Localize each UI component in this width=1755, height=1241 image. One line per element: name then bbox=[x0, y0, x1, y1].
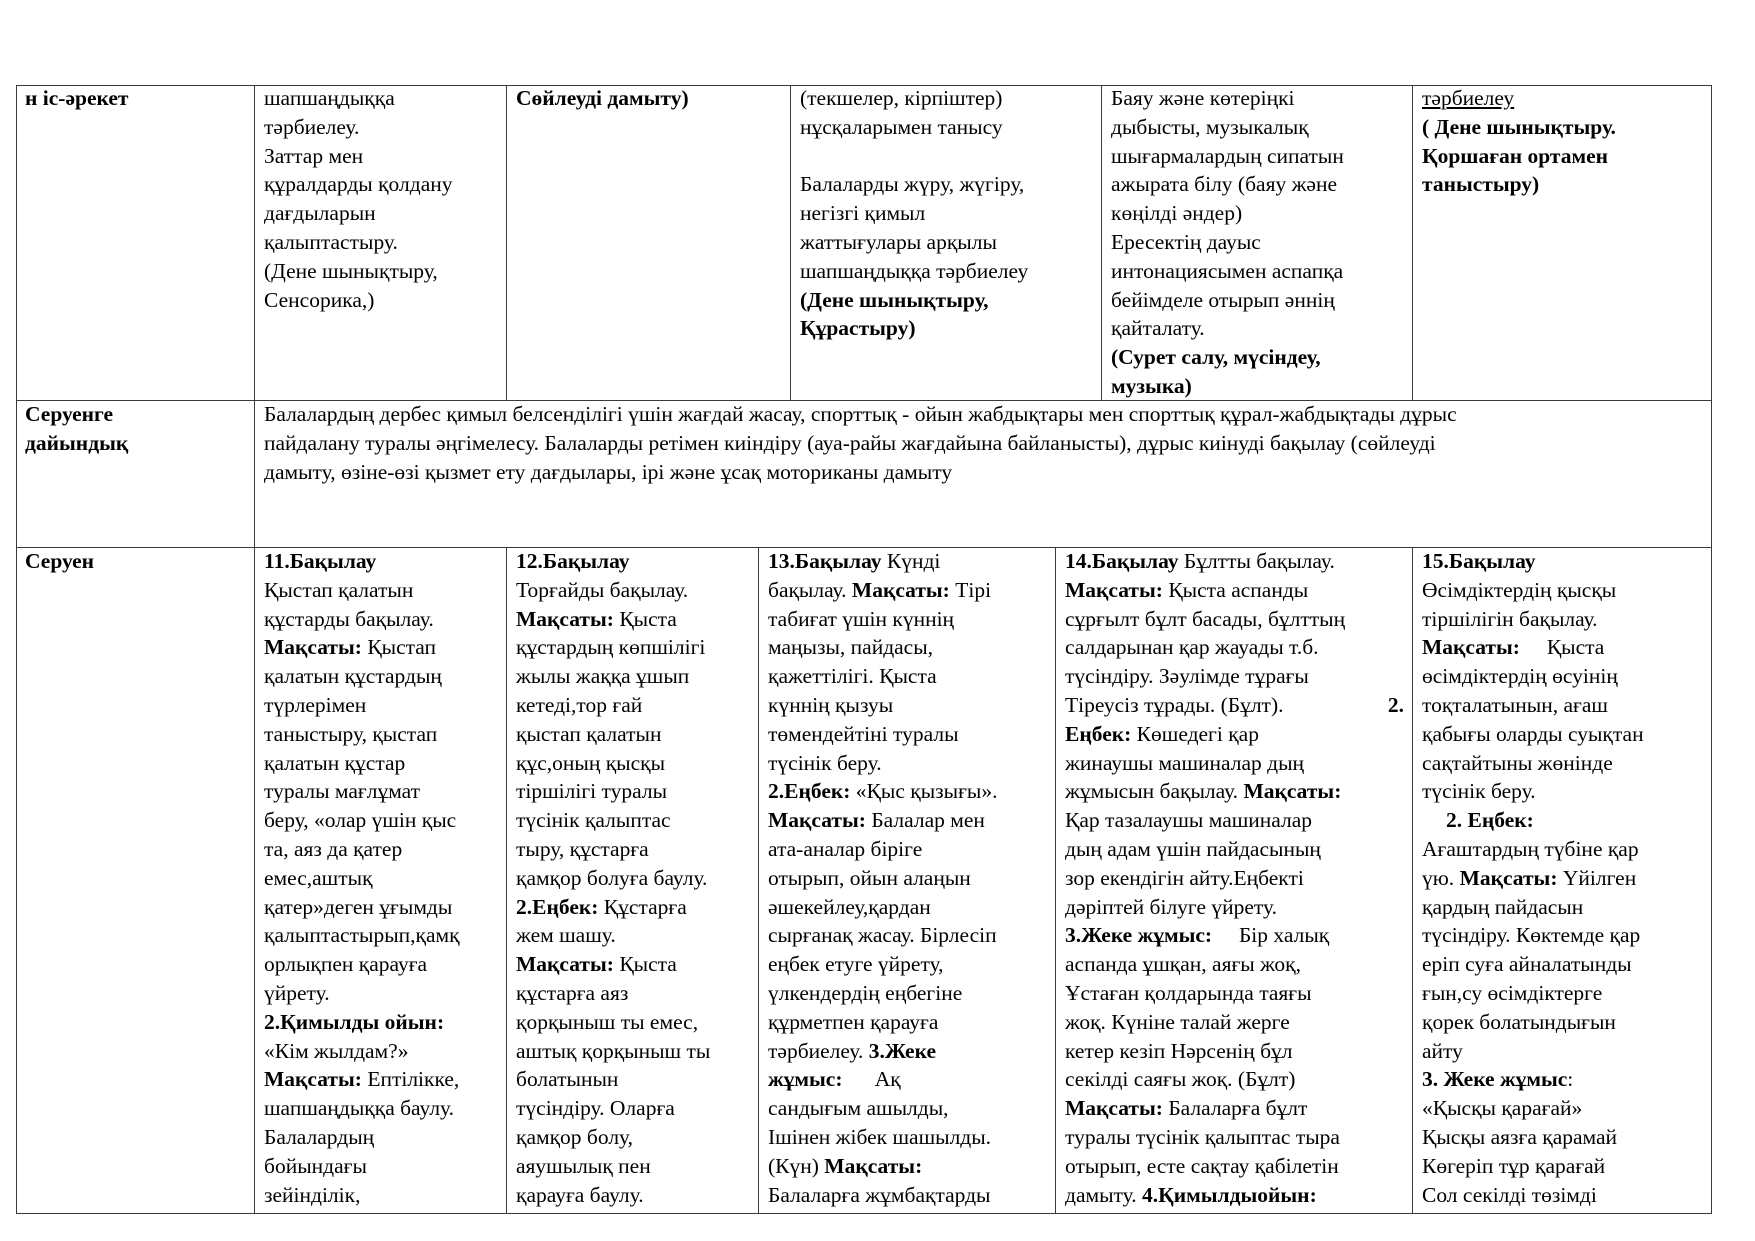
row3-label: Серуен bbox=[25, 549, 95, 573]
row1-cell-1: шапшаңдыққа тәрбиелеу. Заттар мен құралдарды қолдану дағдыларын қалыптастыру. (Дене шынықтыру, Сенсорика,) bbox=[264, 86, 453, 312]
walk-observation-14: 14.Бақылау Бұлтты бақылау. Мақсаты: Қыста аспанды сұрғылт бұлт басады, бұлттың салдарынан қар жауады т.б. түсіндіру. Зәулімде тұрағы Тіреусіз тұрады. (Бұлт). 2. Еңбек: Көшедегі қар жинаушы машиналар дың жұмысын бақылау. Мақсаты: Қар тазалаушы машиналар дың адам үшін пайдасының зор екендігін айту.Еңбекті дәріптей білуге үйрету. 3.Жеке жұмыс: Бір халық аспанда ұшқан, аяғы жоқ, Ұстаған қолдарында таяғы жоқ. Күніне талай жерге кетер кезіп Нәрсенің бұл секілді саяғы жоқ. (Бұлт) Мақсаты: Балаларға бұлт туралы түсінік қалыптас тыра отырып, есте сақтау қабілетін дамыту. 4.Қимылдыойын: bbox=[1065, 549, 1404, 1207]
row1-label: н іс-әрекет bbox=[25, 86, 129, 110]
row3-divider-d bbox=[1412, 547, 1413, 1214]
row1-cell-4: Баяу және көтеріңкі дыбысты, музыкалық шығармалардың сипатын ажырата білу (баяу және көңілді әндер) Ересектің дауыс интонациясымен аспапқа бейімделе отырып әннің қайталату. (Сурет салу, мүсіндеу, музыка) bbox=[1111, 86, 1344, 398]
row2-label: Серуенге дайындық bbox=[25, 402, 129, 455]
row2-line: Балалардың дербес қимыл белсенділігі үшін жағдай жасау, спорттық - ойын жабдықтары мен спорттық құрал-жабдықтады дұрыс bbox=[264, 402, 1457, 426]
walk-observation-15: 15.Бақылау Өсімдіктердің қысқы тіршілігін бақылау. Мақсаты: Қыста өсімдіктердің өсуінің тоқталатынын, ағаш қабығы оларды суықтан сақтайтыны жөнінде түсінік беру. 2. Еңбек: Ағаштардың түбіне қар үю. Мақсаты: Үйілген қардың пайдасын түсіндіру. Көктемде қар еріп суға айналатынды ғын,су өсімдіктерге қорек болатындығын айту 3. Жеке жұмыс: «Қысқы қарағай» Қысқы аязға қарамай Көгеріп тұр қарағай Сол секілді төзімді bbox=[1422, 549, 1644, 1207]
walk-observation-13: 13.Бақылау Күнді бақылау. Мақсаты: Тірі табиғат үшін күннің маңызы, пайдасы, қажеттілігі. Қыста күннің қызуы төмендейтіні туралы түсінік беру. 2.Еңбек: «Қыс қызығы». Мақсаты: Балалар мен ата-аналар біріге отырып, ойын алаңын әшекейлеу,қардан сырғанақ жасау. Бірлесіп еңбек етуге үйрету, үлкендердің еңбегіне құрметпен қарауға тәрбиелеу. 3.Жеке жұмыс: Ақ сандығым ашылды, Ішінен жібек шашылды. (Күн) Мақсаты: Балаларға жұмбақтарды bbox=[768, 549, 998, 1207]
table-border-left bbox=[16, 85, 17, 1214]
walk-observation-11: 11.Бақылау Қыстап қалатын құстарды бақылау. Мақсаты: Қыстап қалатын құстардың түрлерімен таныстыру, қыстап қалатын құстар туралы мағлұмат беру, «олар үшін қыс та, аяз да қатер емес,аштық қатер»деген ұғымды қалыптастырып,қамқ орлықпен қарауға үйрету. 2.Қимылды ойын: «Кім жылдам?» Мақсаты: Ептілікке, шапшаңдыққа баулу. Балалардың бойындағы зейінділік, bbox=[264, 549, 460, 1207]
column-divider-label bbox=[254, 85, 255, 1214]
row1-divider-b bbox=[790, 85, 791, 401]
row1-cell-3: (текшелер, кірпіштер) нұсқаларымен танысу Балаларды жүру, жүгіру, негізгі қимыл жаттығулары арқылы шапшаңдыққа тәрбиелеу (Дене шынықтыру, Құрастыру) bbox=[800, 86, 1029, 341]
row1-divider-c bbox=[1101, 85, 1102, 401]
row2-content bbox=[264, 400, 1710, 486]
table-border-right bbox=[1711, 85, 1712, 1214]
row1-cell-5: тәрбиелеу ( Дене шынықтыру. Қоршаған ортамен таныстыру) bbox=[1422, 86, 1616, 197]
walk-observation-12: 12.Бақылау Торғайды бақылау. Мақсаты: Қыста құстардың көпшілігі жылы жаққа ұшып кетеді,тор ғай қыстап қалатын құс,оның қысқы тіршілігі туралы түсінік қалыптас тыру, құстарға қамқор болуға баулу. 2.Еңбек: Құстарға жем шашу. Мақсаты: Қыста құстарға аяз қорқыныш ты емес, аштық қорқыныш ты болатынын түсіндіру. Оларға қамқор болу, аяушылық пен қарауға баулу. bbox=[516, 549, 711, 1207]
row1-divider-a bbox=[506, 85, 507, 401]
row1-cell-2: Сөйлеуді дамыту) bbox=[516, 86, 689, 110]
row2-line: пайдалану туралы әңгімелесу. Балаларды ретімен киіндіру (ауа-райы жағдайына байланысты), дұрыс киінуді бақылау (сөйлеуді bbox=[264, 430, 1436, 455]
row3-divider-a bbox=[506, 547, 507, 1214]
table-border-bottom bbox=[16, 1213, 1712, 1214]
row1-divider-d bbox=[1412, 85, 1413, 401]
row3-divider-c bbox=[1055, 547, 1056, 1214]
row3-divider-b bbox=[758, 547, 759, 1214]
row2-line: дамыту, өзіне-өзі қызмет ету дағдылары, ірі және ұсақ моториканы дамыту bbox=[264, 459, 953, 484]
